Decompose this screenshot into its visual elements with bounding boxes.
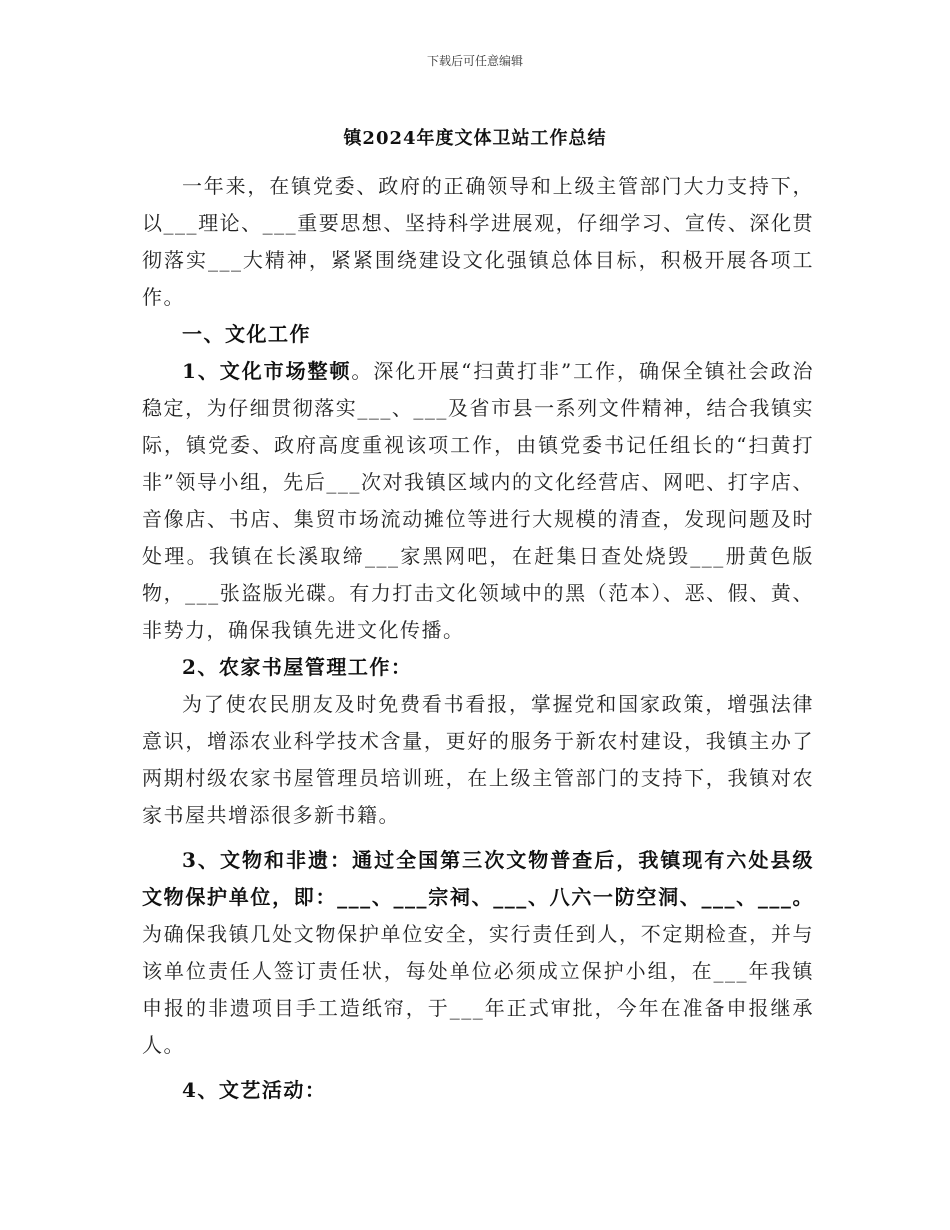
item2-paragraph: 为了使农民朋友及时免费看书看报，掌握党和国家政策，增强法律意识，增添农业科学技术含量，更好的服务于新农村建设，我镇主办了两期村级农家书屋管理员培训班，在上级主管部门的支持下，我镇对农家书屋共增添很多新书籍。 [142, 692, 814, 827]
item1-text: 。深化开展“扫黄打非”工作，确保全镇社会政治稳定，为仔细贯彻落实___、___及省市县一系列文件精神，结合我镇实际，镇党委、政府高度重视该项工作，由镇党委书记任组长的“扫黄打非”领导小组，先后___次对我镇区域内的文化经营店、网吧、打字店、音像店、书店、集贸市场流动摊位等进行大规模的清查，发现问题及时处理。我镇在长溪取缔___家黑网吧，在赶集日查处烧毁___册黄色版物，___张盗版光碟。有力打击文化领域中的黑（范本）、恶、假、黄、非势力，确保我镇先进文化传播。 [142, 359, 814, 642]
page-header-note: 下载后可任意编辑 [426, 54, 523, 68]
item3-lead: 3、文物和非遗：通过全国第三次文物普查后，我镇现有六处县级文物保护单位，即：___、___宗祠、___、八六一防空洞、___、___。 [142, 848, 814, 909]
item2-heading: 2、农家书屋管理工作： [182, 655, 413, 679]
item4-heading: 4、文艺活动： [182, 1078, 327, 1102]
document-title: 镇2024年度文体卫站工作总结 [343, 128, 607, 149]
item1-lead: 1、文化市场整顿 [182, 359, 352, 383]
item3-text: 为确保我镇几处文物保护单位安全，实行责任到人，不定期检查，并与该单位责任人签订责任状，每处单位必须成立保护小组，在___年我镇申报的非遗项目手工造纸帘，于___年正式审批，今年在准备申报继承人。 [142, 922, 814, 1057]
document-body [142, 168, 814, 1109]
item1-paragraph [142, 353, 814, 649]
item3-paragraph [142, 842, 814, 1064]
section-heading-culture-work: 一、文化工作 [182, 322, 311, 346]
intro-paragraph: 一年来，在镇党委、政府的正确领导和上级主管部门大力支持下，以___理论、___重要思想、坚持科学进展观，仔细学习、宣传、深化贯彻落实___大精神，紧紧围绕建设文化强镇总体目标，积极开展各项工作。 [142, 174, 814, 309]
